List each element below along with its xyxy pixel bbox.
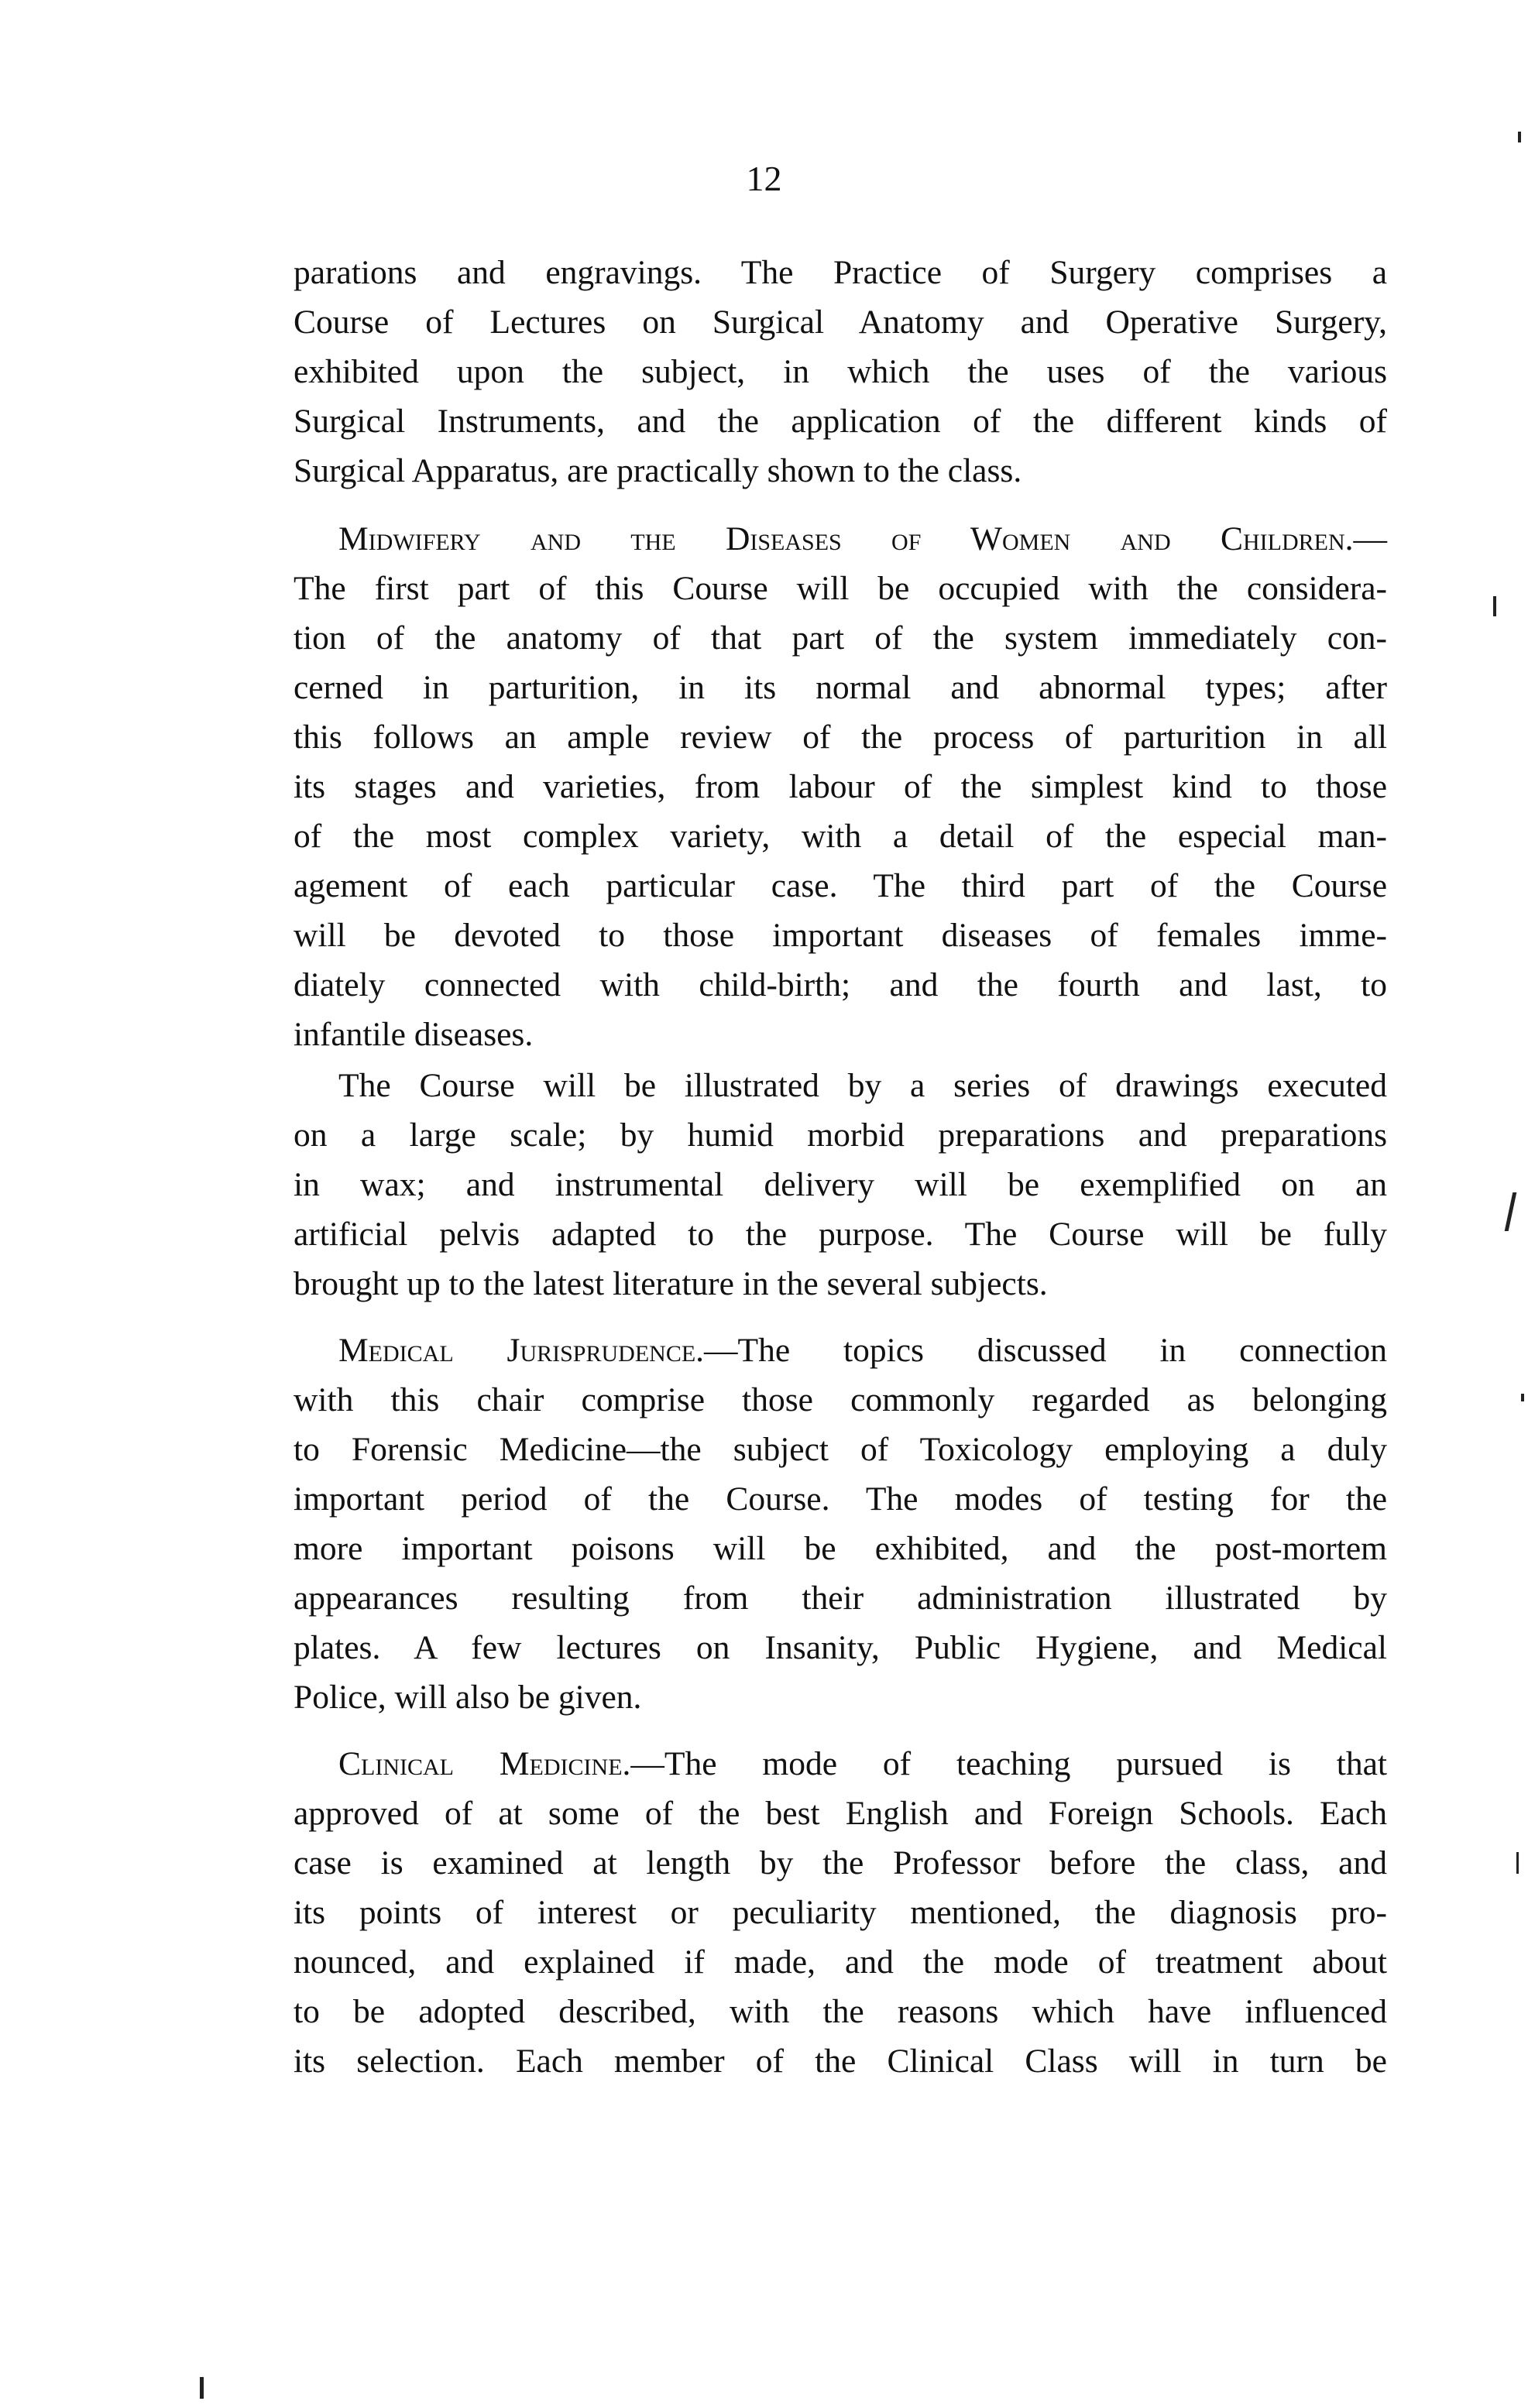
text-line-rest: —The mode of teaching pursued is that [630, 1745, 1387, 1782]
text-line: will be devoted to those important diseases of females imme- [294, 917, 1387, 954]
text-line: cerned in parturition, in its normal and abnormal types; after [294, 669, 1387, 706]
paragraph-illustration [294, 1061, 1387, 1309]
text-line: to Forensic Medicine—the subject of Toxicology employing a duly [294, 1431, 1387, 1468]
section-heading-line [294, 1326, 1387, 1375]
text-line: agement of each particular case. The third part of the Course [294, 867, 1387, 904]
scan-artifact-mark [1521, 1394, 1524, 1401]
scan-artifact-mark [1516, 1852, 1519, 1874]
text-line: brought up to the latest literature in the several subjects. [294, 1265, 1048, 1302]
text-line: exhibited upon the subject, in which the uses of the various [294, 353, 1387, 390]
section-heading: Midwifery and the Diseases of Women and Children. [338, 520, 1354, 557]
paragraph-clinical [294, 1739, 1387, 2086]
text-line: infantile diseases. [294, 1016, 534, 1053]
text-line: its selection. Each member of the Clinical Class will in turn be [294, 2043, 1387, 2080]
text-line: this follows an ample review of the process of parturition in all [294, 719, 1387, 756]
text-line: on a large scale; by humid morbid preparations and preparations [294, 1117, 1387, 1154]
paragraph-midwifery [294, 514, 1387, 1059]
text-line: approved of at some of the best English and Foreign Schools. Each [294, 1795, 1387, 1832]
text-line: in wax; and instrumental delivery will be exemplified on an [294, 1166, 1387, 1203]
page-number: 12 [746, 159, 782, 198]
section-heading-line [294, 514, 1387, 564]
text-line: of the most complex variety, with a detail of the especial man- [294, 818, 1387, 855]
text-line: artificial pelvis adapted to the purpose. The Course will be fully [294, 1216, 1387, 1253]
text-line: appearances resulting from their administration illustrated by [294, 1580, 1387, 1617]
text-line: nounced, and explained if made, and the mode of treatment about [294, 1943, 1387, 1981]
section-heading: Medical Jurisprudence. [338, 1332, 705, 1369]
scan-artifact-mark [1518, 132, 1521, 142]
scan-artifact-mark [1505, 1192, 1517, 1231]
paragraph-jurisprudence [294, 1326, 1387, 1722]
section-heading-line [294, 1739, 1387, 1789]
section-heading: Clinical Medicine. [338, 1745, 631, 1782]
text-line: diately connected with child-birth; and the fourth and last, to [294, 966, 1387, 1003]
text-line: case is examined at length by the Professor before the class, and [294, 1844, 1387, 1881]
text-line: to be adopted described, with the reasons which have influenced [294, 1993, 1387, 2030]
text-line: more important poisons will be exhibited, and the post-mortem [294, 1530, 1387, 1567]
scan-artifact-mark [200, 2377, 204, 2399]
text-line: Police, will also be given. [294, 1679, 642, 1716]
paragraph-surgery [294, 248, 1387, 496]
text-line: parations and engravings. The Practice of Surgery comprises a [294, 254, 1387, 291]
text-line: tion of the anatomy of that part of the system immediately con- [294, 619, 1387, 657]
text-line: Surgical Instruments, and the application of the different kinds of [294, 403, 1387, 440]
text-line: its stages and varieties, from labour of the simplest kind to those [294, 768, 1387, 805]
text-line: Course of Lectures on Surgical Anatomy and Operative Surgery, [294, 304, 1387, 341]
text-line: plates. A few lectures on Insanity, Public Hygiene, and Medical [294, 1629, 1387, 1666]
text-line: its points of interest or peculiarity mentioned, the diagnosis pro- [294, 1894, 1387, 1931]
text-line: The Course will be illustrated by a series of drawings executed [338, 1067, 1387, 1104]
heading-dash: — [1353, 520, 1387, 557]
text-line-rest: —The topics discussed in connection [704, 1332, 1387, 1369]
text-line: The first part of this Course will be occupied with the considera- [294, 570, 1387, 607]
text-line: Surgical Apparatus, are practically shown to the class. [294, 452, 1022, 489]
text-line: with this chair comprise those commonly regarded as belonging [294, 1381, 1387, 1418]
text-line: important period of the Course. The modes of testing for the [294, 1480, 1387, 1518]
scan-artifact-mark [1493, 596, 1496, 616]
